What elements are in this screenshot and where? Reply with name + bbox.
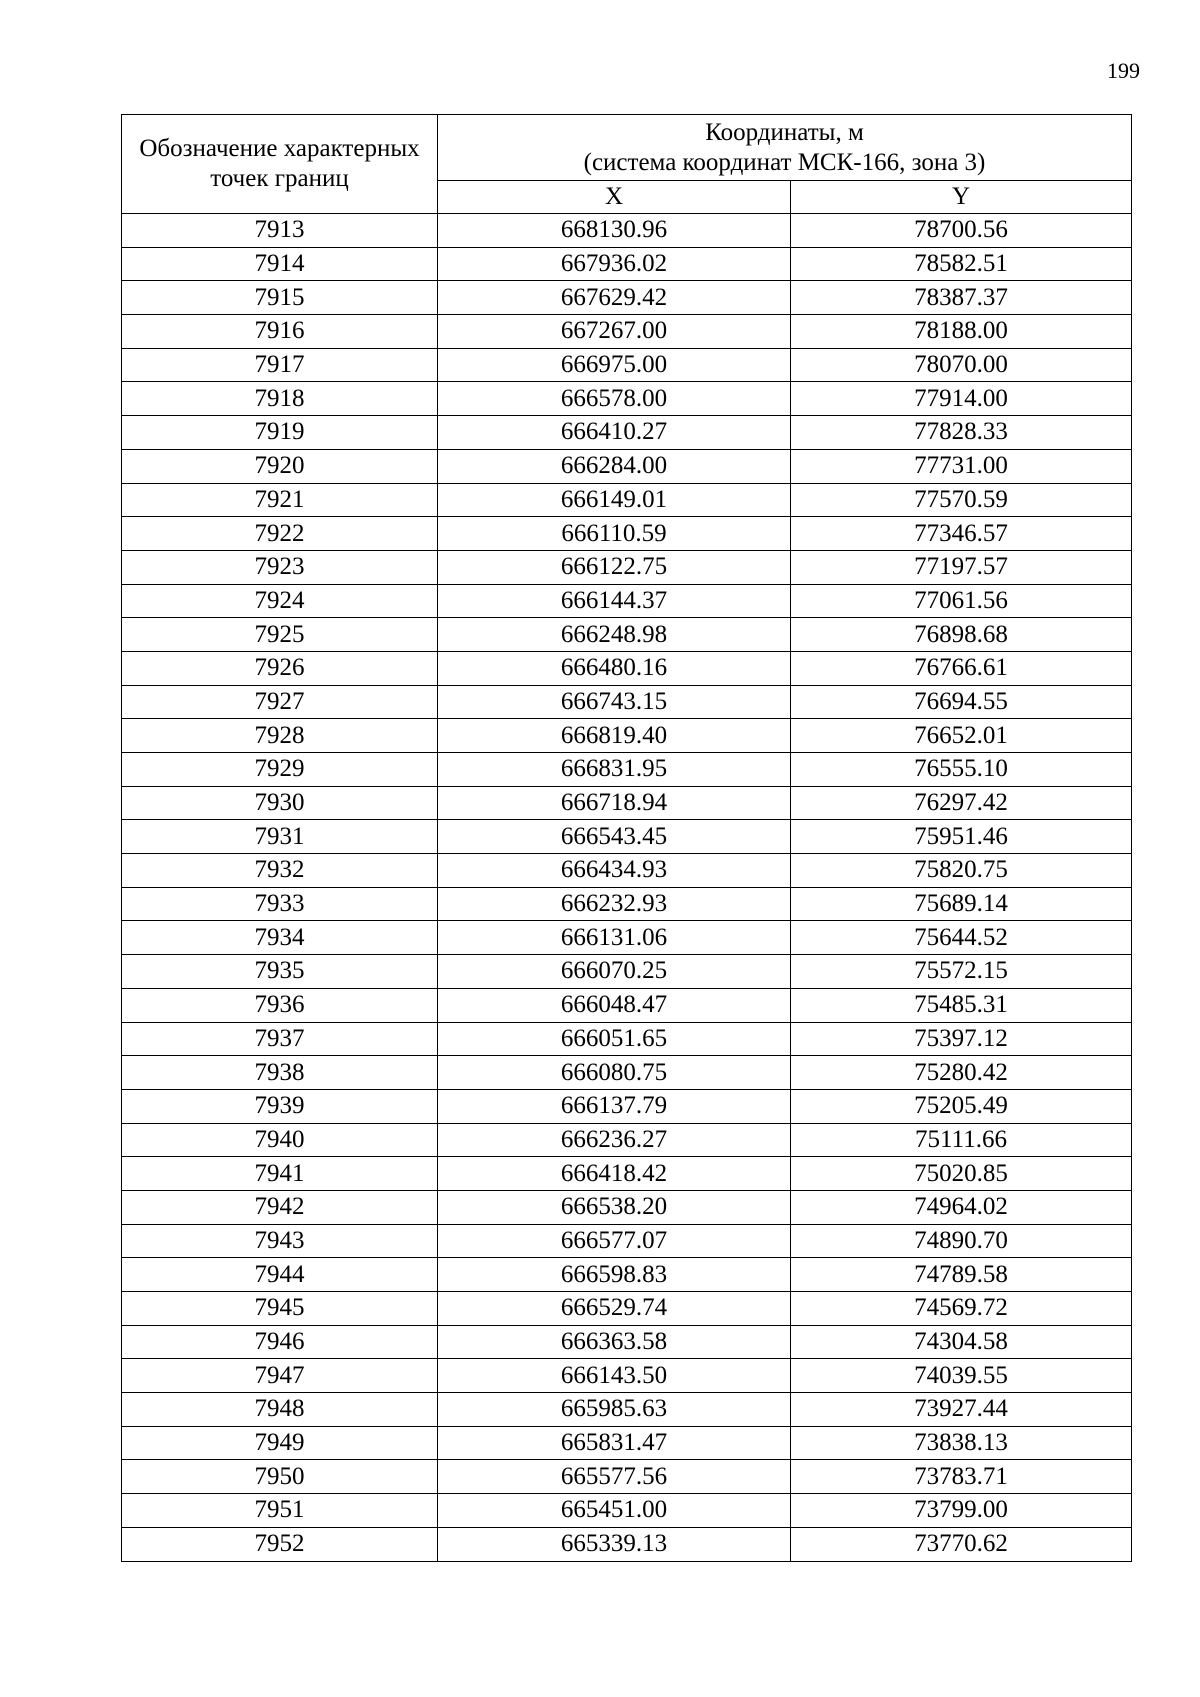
table-row	[122, 955, 1132, 989]
y-coordinate-cell: 75205.49	[791, 1089, 1132, 1123]
table-header	[122, 115, 1132, 214]
table-row	[122, 1325, 1132, 1359]
point-id-cell: 7932	[122, 854, 438, 888]
table-row	[122, 1359, 1132, 1393]
table-row	[122, 1426, 1132, 1460]
table-row	[122, 1460, 1132, 1494]
y-coordinate-cell: 75572.15	[791, 955, 1132, 989]
point-id-cell: 7929	[122, 753, 438, 787]
point-id-cell: 7952	[122, 1527, 438, 1561]
x-coordinate-cell: 666975.00	[438, 348, 791, 382]
x-coordinate-cell: 666232.93	[438, 887, 791, 921]
y-coordinate-cell: 74569.72	[791, 1292, 1132, 1326]
y-coordinate-cell: 73927.44	[791, 1393, 1132, 1427]
table-row	[122, 1157, 1132, 1191]
point-id-cell: 7946	[122, 1325, 438, 1359]
point-id-cell: 7914	[122, 247, 438, 281]
point-id-cell: 7937	[122, 1022, 438, 1056]
table-row	[122, 416, 1132, 450]
y-coordinate-cell: 76555.10	[791, 753, 1132, 787]
table-row	[122, 887, 1132, 921]
table-row	[122, 382, 1132, 416]
y-coordinate-cell: 77914.00	[791, 382, 1132, 416]
header-y: Y	[791, 181, 1132, 214]
x-coordinate-cell: 667936.02	[438, 247, 791, 281]
header-coordinates-line2: (система координат МСК-166, зона 3)	[583, 148, 986, 176]
x-coordinate-cell: 666122.75	[438, 550, 791, 584]
point-id-cell: 7925	[122, 618, 438, 652]
y-coordinate-cell: 75951.46	[791, 820, 1132, 854]
y-coordinate-cell: 75820.75	[791, 854, 1132, 888]
table-row	[122, 618, 1132, 652]
x-coordinate-cell: 666070.25	[438, 955, 791, 989]
y-coordinate-cell: 77197.57	[791, 550, 1132, 584]
y-coordinate-cell: 78188.00	[791, 315, 1132, 349]
table-row	[122, 1123, 1132, 1157]
point-id-cell: 7916	[122, 315, 438, 349]
table-row	[122, 988, 1132, 1022]
x-coordinate-cell: 666718.94	[438, 786, 791, 820]
point-id-cell: 7915	[122, 281, 438, 315]
point-id-cell: 7913	[122, 214, 438, 248]
point-id-cell: 7922	[122, 517, 438, 551]
point-id-cell: 7943	[122, 1224, 438, 1258]
x-coordinate-cell: 666248.98	[438, 618, 791, 652]
point-id-cell: 7928	[122, 719, 438, 753]
header-x: X	[438, 181, 791, 214]
table-row	[122, 517, 1132, 551]
point-id-cell: 7945	[122, 1292, 438, 1326]
point-id-cell: 7944	[122, 1258, 438, 1292]
x-coordinate-cell: 666538.20	[438, 1190, 791, 1224]
y-coordinate-cell: 75485.31	[791, 988, 1132, 1022]
y-coordinate-cell: 74964.02	[791, 1190, 1132, 1224]
table-row	[122, 685, 1132, 719]
y-coordinate-cell: 76297.42	[791, 786, 1132, 820]
y-coordinate-cell: 74890.70	[791, 1224, 1132, 1258]
point-id-cell: 7930	[122, 786, 438, 820]
table-row	[122, 1089, 1132, 1123]
table-row	[122, 820, 1132, 854]
point-id-cell: 7921	[122, 483, 438, 517]
x-coordinate-cell: 666110.59	[438, 517, 791, 551]
point-id-cell: 7936	[122, 988, 438, 1022]
header-point-label: Обозначение характерных точек границ	[122, 115, 438, 214]
y-coordinate-cell: 77828.33	[791, 416, 1132, 450]
table-row	[122, 483, 1132, 517]
y-coordinate-cell: 77061.56	[791, 584, 1132, 618]
point-id-cell: 7942	[122, 1190, 438, 1224]
y-coordinate-cell: 76652.01	[791, 719, 1132, 753]
x-coordinate-cell: 665577.56	[438, 1460, 791, 1494]
y-coordinate-cell: 75280.42	[791, 1056, 1132, 1090]
x-coordinate-cell: 666743.15	[438, 685, 791, 719]
point-id-cell: 7923	[122, 550, 438, 584]
point-id-cell: 7938	[122, 1056, 438, 1090]
y-coordinate-cell: 73770.62	[791, 1527, 1132, 1561]
x-coordinate-cell: 666143.50	[438, 1359, 791, 1393]
point-id-cell: 7926	[122, 651, 438, 685]
y-coordinate-cell: 78582.51	[791, 247, 1132, 281]
x-coordinate-cell: 666418.42	[438, 1157, 791, 1191]
x-coordinate-cell: 666137.79	[438, 1089, 791, 1123]
x-coordinate-cell: 666578.00	[438, 382, 791, 416]
table-row	[122, 1190, 1132, 1224]
point-id-cell: 7934	[122, 921, 438, 955]
table-row	[122, 1292, 1132, 1326]
x-coordinate-cell: 666598.83	[438, 1258, 791, 1292]
y-coordinate-cell: 76766.61	[791, 651, 1132, 685]
y-coordinate-cell: 77570.59	[791, 483, 1132, 517]
x-coordinate-cell: 668130.96	[438, 214, 791, 248]
x-coordinate-cell: 666434.93	[438, 854, 791, 888]
y-coordinate-cell: 76898.68	[791, 618, 1132, 652]
y-coordinate-cell: 78387.37	[791, 281, 1132, 315]
x-coordinate-cell: 666284.00	[438, 449, 791, 483]
y-coordinate-cell: 76694.55	[791, 685, 1132, 719]
coordinates-table	[121, 114, 1132, 1562]
table-row	[122, 921, 1132, 955]
y-coordinate-cell: 75644.52	[791, 921, 1132, 955]
x-coordinate-cell: 666080.75	[438, 1056, 791, 1090]
point-id-cell: 7948	[122, 1393, 438, 1427]
table-row	[122, 449, 1132, 483]
y-coordinate-cell: 74039.55	[791, 1359, 1132, 1393]
x-coordinate-cell: 666048.47	[438, 988, 791, 1022]
x-coordinate-cell: 666410.27	[438, 416, 791, 450]
point-id-cell: 7947	[122, 1359, 438, 1393]
y-coordinate-cell: 74789.58	[791, 1258, 1132, 1292]
table-row	[122, 719, 1132, 753]
table-row	[122, 584, 1132, 618]
point-id-cell: 7951	[122, 1494, 438, 1528]
table-row	[122, 1393, 1132, 1427]
point-id-cell: 7940	[122, 1123, 438, 1157]
page-number: 199	[1107, 58, 1140, 83]
x-coordinate-cell: 667629.42	[438, 281, 791, 315]
x-coordinate-cell: 666577.07	[438, 1224, 791, 1258]
x-coordinate-cell: 666236.27	[438, 1123, 791, 1157]
x-coordinate-cell: 665985.63	[438, 1393, 791, 1427]
x-coordinate-cell: 666144.37	[438, 584, 791, 618]
y-coordinate-cell: 75689.14	[791, 887, 1132, 921]
x-coordinate-cell: 665451.00	[438, 1494, 791, 1528]
x-coordinate-cell: 666831.95	[438, 753, 791, 787]
y-coordinate-cell: 78700.56	[791, 214, 1132, 248]
y-coordinate-cell: 78070.00	[791, 348, 1132, 382]
x-coordinate-cell: 666131.06	[438, 921, 791, 955]
x-coordinate-cell: 666480.16	[438, 651, 791, 685]
table-row	[122, 1258, 1132, 1292]
table-row	[122, 281, 1132, 315]
point-id-cell: 7950	[122, 1460, 438, 1494]
header-coordinates	[438, 115, 1132, 181]
point-id-cell: 7939	[122, 1089, 438, 1123]
table-row	[122, 214, 1132, 248]
x-coordinate-cell: 666363.58	[438, 1325, 791, 1359]
x-coordinate-cell: 665339.13	[438, 1527, 791, 1561]
point-id-cell: 7927	[122, 685, 438, 719]
table-body	[122, 214, 1132, 1562]
table-row	[122, 854, 1132, 888]
table-row	[122, 753, 1132, 787]
y-coordinate-cell: 75397.12	[791, 1022, 1132, 1056]
table-row	[122, 550, 1132, 584]
table-row	[122, 348, 1132, 382]
table-row	[122, 1527, 1132, 1561]
x-coordinate-cell: 666149.01	[438, 483, 791, 517]
table-row	[122, 1056, 1132, 1090]
y-coordinate-cell: 75020.85	[791, 1157, 1132, 1191]
point-id-cell: 7935	[122, 955, 438, 989]
point-id-cell: 7931	[122, 820, 438, 854]
y-coordinate-cell: 73799.00	[791, 1494, 1132, 1528]
table-row	[122, 247, 1132, 281]
table-row	[122, 1224, 1132, 1258]
table-row	[122, 786, 1132, 820]
point-id-cell: 7919	[122, 416, 438, 450]
x-coordinate-cell: 665831.47	[438, 1426, 791, 1460]
point-id-cell: 7918	[122, 382, 438, 416]
x-coordinate-cell: 666819.40	[438, 719, 791, 753]
x-coordinate-cell: 666529.74	[438, 1292, 791, 1326]
table-row	[122, 315, 1132, 349]
point-id-cell: 7917	[122, 348, 438, 382]
table-row	[122, 1022, 1132, 1056]
header-coordinates-line1: Координаты, м	[705, 118, 864, 146]
point-id-cell: 7933	[122, 887, 438, 921]
y-coordinate-cell: 73783.71	[791, 1460, 1132, 1494]
y-coordinate-cell: 75111.66	[791, 1123, 1132, 1157]
y-coordinate-cell: 77346.57	[791, 517, 1132, 551]
point-id-cell: 7941	[122, 1157, 438, 1191]
table-row	[122, 651, 1132, 685]
x-coordinate-cell: 667267.00	[438, 315, 791, 349]
x-coordinate-cell: 666051.65	[438, 1022, 791, 1056]
point-id-cell: 7924	[122, 584, 438, 618]
y-coordinate-cell: 74304.58	[791, 1325, 1132, 1359]
table-row	[122, 1494, 1132, 1528]
point-id-cell: 7920	[122, 449, 438, 483]
y-coordinate-cell: 77731.00	[791, 449, 1132, 483]
x-coordinate-cell: 666543.45	[438, 820, 791, 854]
y-coordinate-cell: 73838.13	[791, 1426, 1132, 1460]
point-id-cell: 7949	[122, 1426, 438, 1460]
